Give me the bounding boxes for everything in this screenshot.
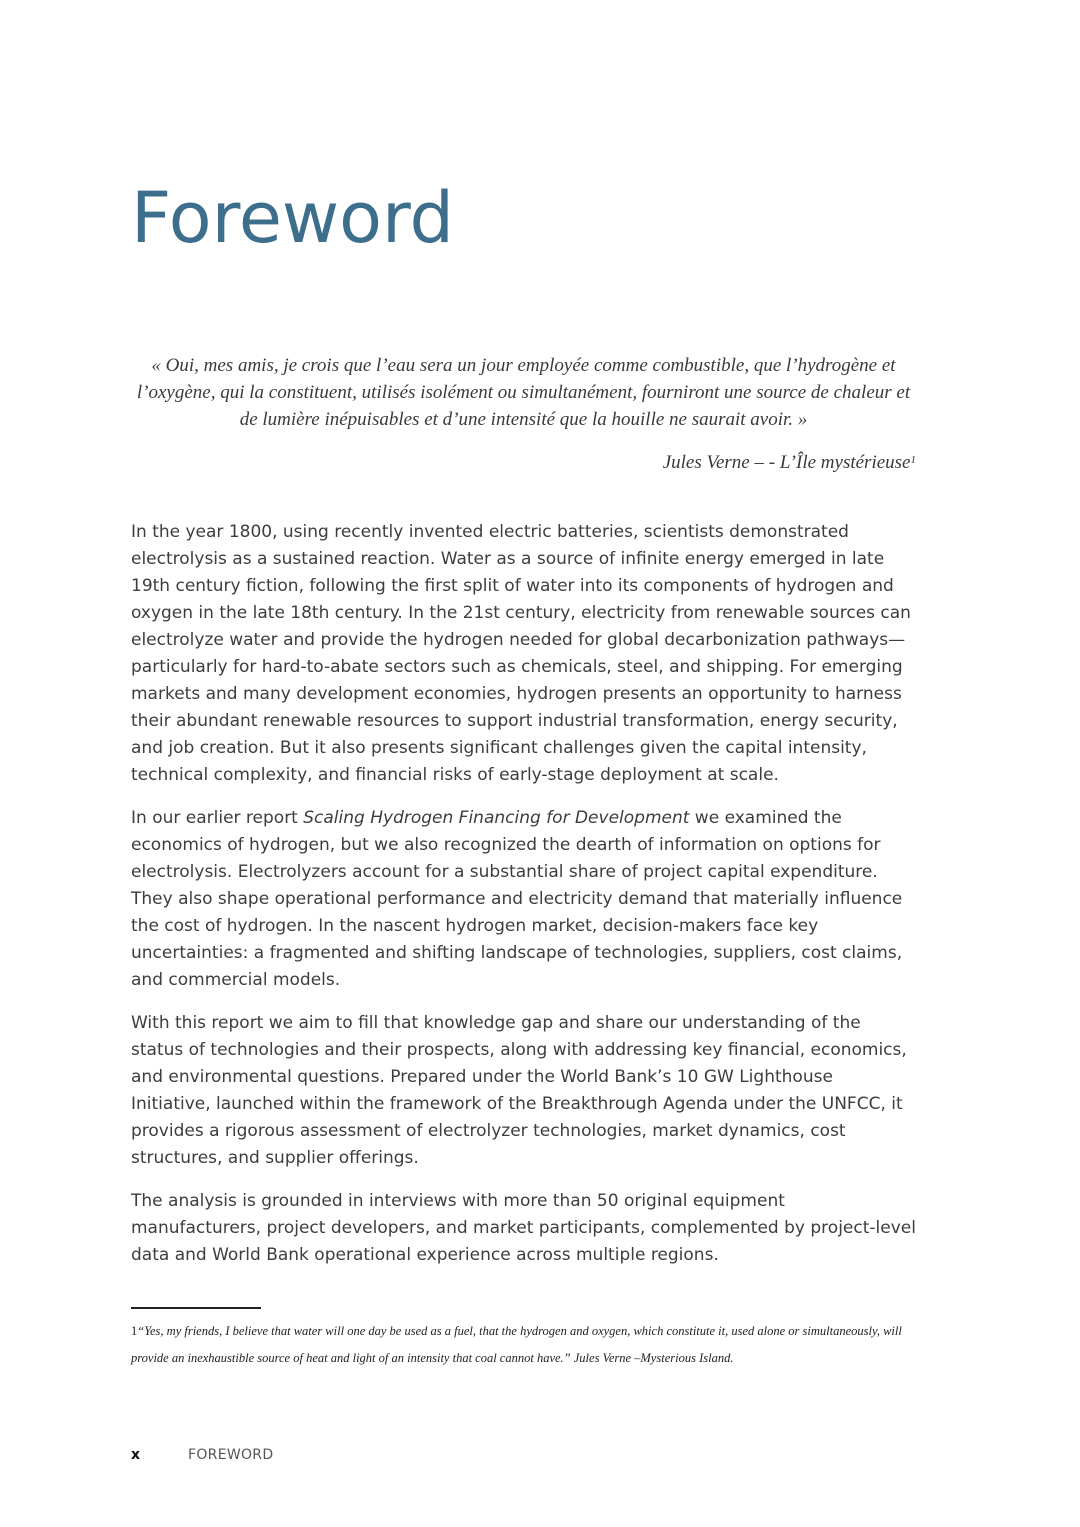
page-title: Foreword (131, 177, 454, 259)
epigraph-quote: « Oui, mes amis, je crois que l’eau sera un jour employée comme combustible, que l’hydrogène et l’oxygène, qui la constituent, utilisés isolément ou simultanément, fourniront une source de chaleur et de lumière inépuisables et d’une intensité que la houille ne saurait avoir. » (136, 355, 911, 430)
footnote-number: 1 (131, 1324, 138, 1338)
page-footer (131, 1445, 273, 1465)
footnote-divider (131, 1307, 261, 1309)
paragraph-2 (131, 805, 916, 994)
paragraph-3: With this report we aim to fill that knowledge gap and share our understanding of the status of technologies and their prospects, along with addressing key financial, economics, and environmental questions. Prepared under the World Bank’s 10 GW Lighthouse Initiative, launched within the framework of the Breakthrough Agenda under the UNFCC, it provides a rigorous assessment of electrolyzer technologies, market dynamics, cost structures, and supplier offerings. (131, 1013, 907, 1168)
footnote-text: “Yes, my friends, I believe that water will one day be used as a fuel, that the hydrogen and oxygen, which constitute it, used alone or simultaneously, will provide an inexhaustible source of heat and light of an intensity that coal cannot have.” Jules Verne –Mysterious Island. (131, 1324, 902, 1365)
attribution-text: Jules Verne – - L’Île mystérieuse (662, 452, 911, 473)
paragraph-2-lead: In our earlier report (131, 808, 304, 828)
footnote (131, 1318, 916, 1372)
section-name: FOREWORD (188, 1447, 274, 1463)
paragraph-4: The analysis is grounded in interviews with more than 50 original equipment manufacturers, project developers, and market participants, complemented by project-level data and World Bank operational experience across multiple regions. (131, 1191, 916, 1265)
paragraph-2-rest: we examined the economics of hydrogen, but we also recognized the dearth of information on options for electrolysis. Electrolyzers account for a substantial share of project capital expenditure. They also shape operational performance and electricity demand that materially influence the cost of hydrogen. In the nascent hydrogen market, decision-makers face key uncertainties: a fragmented and shifting landscape of technologies, suppliers, cost claims, and commercial models. (131, 808, 903, 990)
page-number: x (131, 1447, 141, 1463)
body-text (131, 519, 916, 1285)
footnote-reference[interactable]: 1 (910, 454, 916, 466)
report-title: Scaling Hydrogen Financing for Development (303, 808, 690, 828)
paragraph-1: In the year 1800, using recently invented electric batteries, scientists demonstrated electrolysis as a sustained reaction. Water as a source of infinite energy emerged in late 19th century fiction, following the first split of water into its components of hydrogen and oxygen in the late 18th century. In the 21st century, electricity from renewable sources can electrolyze water and provide the hydrogen needed for global decarbonization pathways—particularly for hard-to-abate sectors such as chemicals, steel, and shipping. For emerging markets and many development economies, hydrogen presents an opportunity to harness their abundant renewable resources to support industrial transformation, energy security, and job creation. But it also presents significant challenges given the capital intensity, technical complexity, and financial risks of early-stage deployment at scale. (131, 522, 911, 785)
epigraph-attribution (131, 449, 916, 476)
